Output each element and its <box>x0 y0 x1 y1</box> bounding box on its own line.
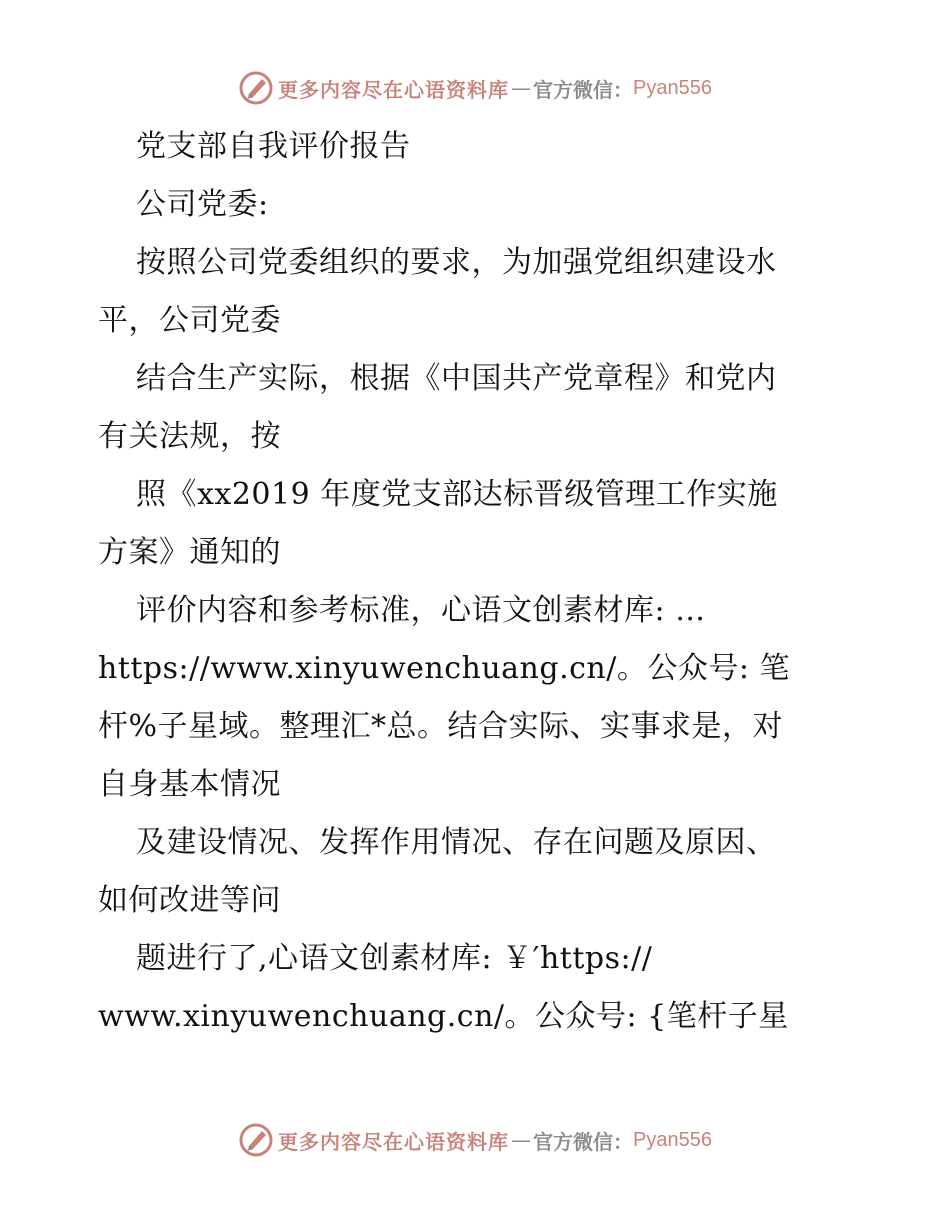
watermark-main-text: 更多内容尽在心语资料库 <box>278 77 510 102</box>
text-line: 平，公司党委 <box>98 303 281 338</box>
text-line: 自身基本情况 <box>98 767 281 802</box>
text-line: 公司党委: <box>136 187 269 222</box>
document-title: 党支部自我评价报告 <box>136 129 411 164</box>
watermark-wechat-id: Pyan556 <box>633 76 712 99</box>
text-line: 有关法规，按 <box>98 419 281 454</box>
text-line: 评价内容和参考标准，心语文创素材库: … <box>136 593 706 628</box>
watermark-main-text: 更多内容尽在心语资料库 <box>278 1129 510 1154</box>
watermark-separator: — <box>511 76 532 100</box>
pen-logo-icon <box>238 70 274 106</box>
text-line: 照《xx2019 年度党支部达标晋级管理工作实施 <box>136 477 778 512</box>
header-watermark <box>0 70 950 106</box>
text-line: https://www.xinyuwenchuang.cn/。公众号: 笔 <box>98 651 790 686</box>
watermark-wechat-id: Pyan556 <box>633 1128 712 1151</box>
text-line: 题进行了,心语文创素材库: ￥′https:// <box>136 941 653 976</box>
text-line: 按照公司党委组织的要求，为加强党组织建设水 <box>136 245 777 280</box>
document-body <box>98 118 858 1046</box>
text-line: 杆%子星域。整理汇*总。结合实际、实事求是，对 <box>98 709 784 744</box>
footer-watermark <box>0 1122 950 1158</box>
text-line: 结合生产实际，根据《中国共产党章程》和党内 <box>136 361 777 396</box>
text-line: 方案》通知的 <box>98 535 281 570</box>
text-line: www.xinyuwenchuang.cn/。公众号: {笔杆子星 <box>98 999 789 1034</box>
text-line: 如何改进等问 <box>98 883 281 918</box>
text-line: 及建设情况、发挥作用情况、存在问题及原因、 <box>136 825 777 860</box>
pen-logo-icon <box>238 1122 274 1158</box>
watermark-separator: — <box>511 1128 532 1152</box>
watermark-wechat-label: 官方微信： <box>533 77 634 102</box>
watermark-wechat-label: 官方微信： <box>533 1129 634 1154</box>
